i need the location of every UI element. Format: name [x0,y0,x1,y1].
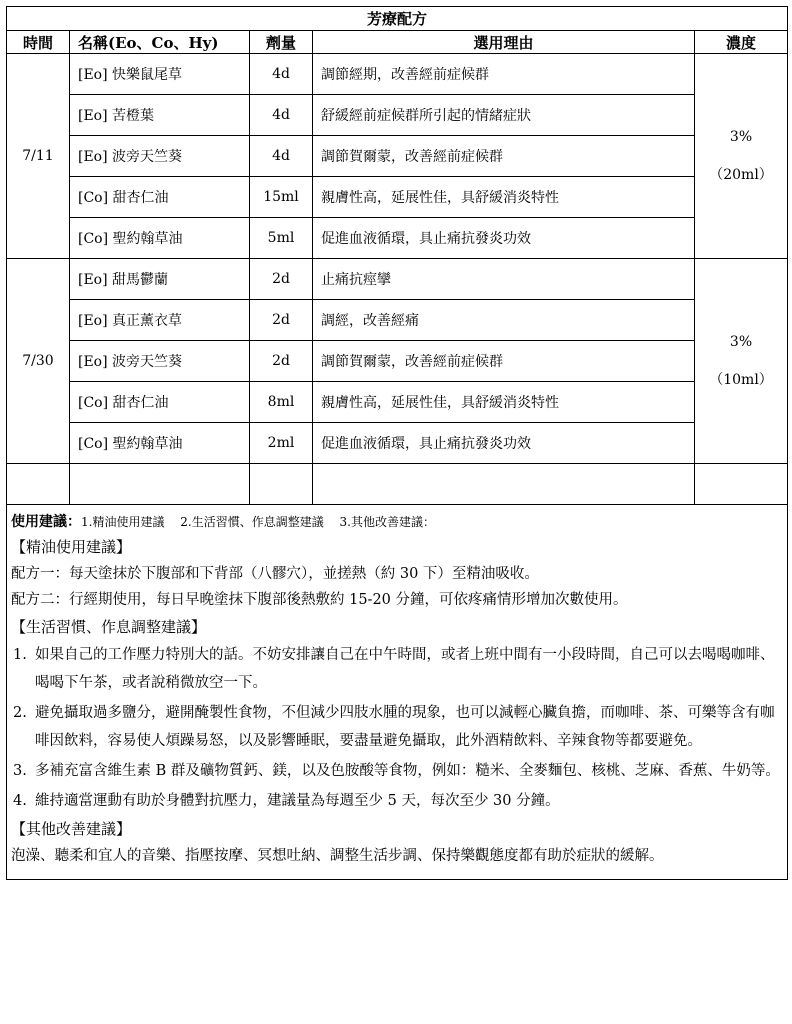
dose-cell: 4d [250,95,313,136]
table-row [7,218,788,259]
table-row [7,177,788,218]
ingredient-name: [Eo] 真正薰衣草 [70,300,250,341]
aromatherapy-table [6,6,788,880]
header-time: 時間 [7,31,70,54]
list-text: 避免攝取過多鹽分，避開醃製性食物，不但減少四肢水腫的現象，也可以減輕心臟負擔，而咖啡、茶、可樂等含有咖啡因飲料，容易使人煩躁易怒，以及影響睡眠，要盡量避免攝取，此外酒精飲料、辛辣食物等都要避免。 [35,705,775,749]
reason-cell: 調節賀爾蒙，改善經前症候群 [313,341,695,382]
list-text: 如果自己的工作壓力特別大的話。不妨安排讓自己在中午時間，或者上班中間有一小段時間，自己可以去喝喝咖啡、喝喝下午茶，或者說稍微放空一下。 [35,647,775,691]
formula-two: 配方二：行經期使用，每日早晚塗抹下腹部後熱敷約 15-20 分鐘，可依疼痛情形增加次數使用。 [11,592,628,608]
header-name: 名稱(Eo、Co、Hy) [70,31,250,54]
header-concentration: 濃度 [695,31,788,54]
list-number: 4. [13,793,27,809]
oil-section-title: 【精油使用建議】 [11,538,132,556]
list-item [11,699,783,755]
life-section-title: 【生活習慣、作息調整建議】 [11,618,207,636]
ingredient-name: [Co] 聖約翰草油 [70,423,250,464]
header-dose: 劑量 [250,31,313,54]
list-number: 3. [13,763,27,779]
concentration-value: 3% [729,334,753,350]
reason-cell: 調節賀爾蒙，改善經前症候群 [313,136,695,177]
dose-cell: 2d [250,341,313,382]
dose-cell: 4d [250,136,313,177]
reason-cell: 調經，改善經痛 [313,300,695,341]
table-row [7,300,788,341]
tips-list [11,641,783,815]
date-cell: 7/11 [7,54,70,259]
empty-cell [313,464,695,505]
date-cell: 7/30 [7,259,70,464]
list-number: 1. [13,647,27,663]
list-text: 維持適當運動有助於身體對抗壓力，建議量為每週至少 5 天，每次至少 30 分鐘。 [35,793,560,809]
empty-cell [250,464,313,505]
formula-one: 配方一：每天塗抹於下腹部和下背部（八髎穴），並搓熱（約 30 下）至精油吸收。 [11,566,539,582]
reason-cell: 調節經期，改善經前症候群 [313,54,695,95]
notes-header-text: 1.精油使用建議 2.生活習慣、作息調整建議 3.其他改善建議： [81,515,435,529]
empty-cell [7,464,70,505]
ingredient-name: [Co] 甜杏仁油 [70,382,250,423]
ingredient-name: [Eo] 苦橙葉 [70,95,250,136]
header-reason: 選用理由 [313,31,695,54]
table-title: 芳療配方 [7,7,788,31]
other-suggestions: 泡澡、聽柔和宜人的音樂、指壓按摩、冥想吐納、調整生活步調、保持樂觀態度都有助於症狀的緩解。 [11,848,664,864]
dose-cell: 2d [250,259,313,300]
dose-cell: 4d [250,54,313,95]
concentration-cell [695,259,788,464]
other-section-title: 【其他改善建議】 [11,820,132,838]
notes-header-label: 使用建議： [11,514,81,530]
list-item [11,641,783,697]
table-row [7,341,788,382]
empty-row [7,464,788,505]
concentration-cell [695,54,788,259]
empty-cell [695,464,788,505]
usage-notes [7,505,788,880]
ingredient-name: [Eo] 快樂鼠尾草 [70,54,250,95]
list-text: 多補充富含維生素 B 群及礦物質鈣、鎂，以及色胺酸等食物，例如：糙米、全麥麵包、核桃、芝麻、香蕉、牛奶等。 [35,763,780,779]
ingredient-name: [Co] 聖約翰草油 [70,218,250,259]
reason-cell: 止痛抗痙攣 [313,259,695,300]
list-item [11,787,783,815]
table-row [7,95,788,136]
table-row [7,259,788,300]
table-row [7,423,788,464]
dose-cell: 15ml [250,177,313,218]
ingredient-name: [Co] 甜杏仁油 [70,177,250,218]
dose-cell: 2ml [250,423,313,464]
concentration-value: 3% [729,129,753,145]
empty-cell [70,464,250,505]
volume-value: （10ml） [709,372,773,388]
reason-cell: 舒緩經前症候群所引起的情緒症狀 [313,95,695,136]
reason-cell: 親膚性高，延展性佳，具舒緩消炎特性 [313,177,695,218]
reason-cell: 促進血液循環，具止痛抗發炎功效 [313,218,695,259]
dose-cell: 5ml [250,218,313,259]
table-row [7,54,788,95]
list-number: 2. [13,705,27,721]
ingredient-name: [Eo] 波旁天竺葵 [70,136,250,177]
reason-cell: 親膚性高，延展性佳，具舒緩消炎特性 [313,382,695,423]
dose-cell: 2d [250,300,313,341]
ingredient-name: [Eo] 甜馬鬱蘭 [70,259,250,300]
ingredient-name: [Eo] 波旁天竺葵 [70,341,250,382]
table-row [7,136,788,177]
dose-cell: 8ml [250,382,313,423]
notes-header [11,511,783,531]
table-row [7,382,788,423]
list-item [11,757,783,785]
volume-value: （20ml） [709,167,773,183]
reason-cell: 促進血液循環，具止痛抗發炎功效 [313,423,695,464]
